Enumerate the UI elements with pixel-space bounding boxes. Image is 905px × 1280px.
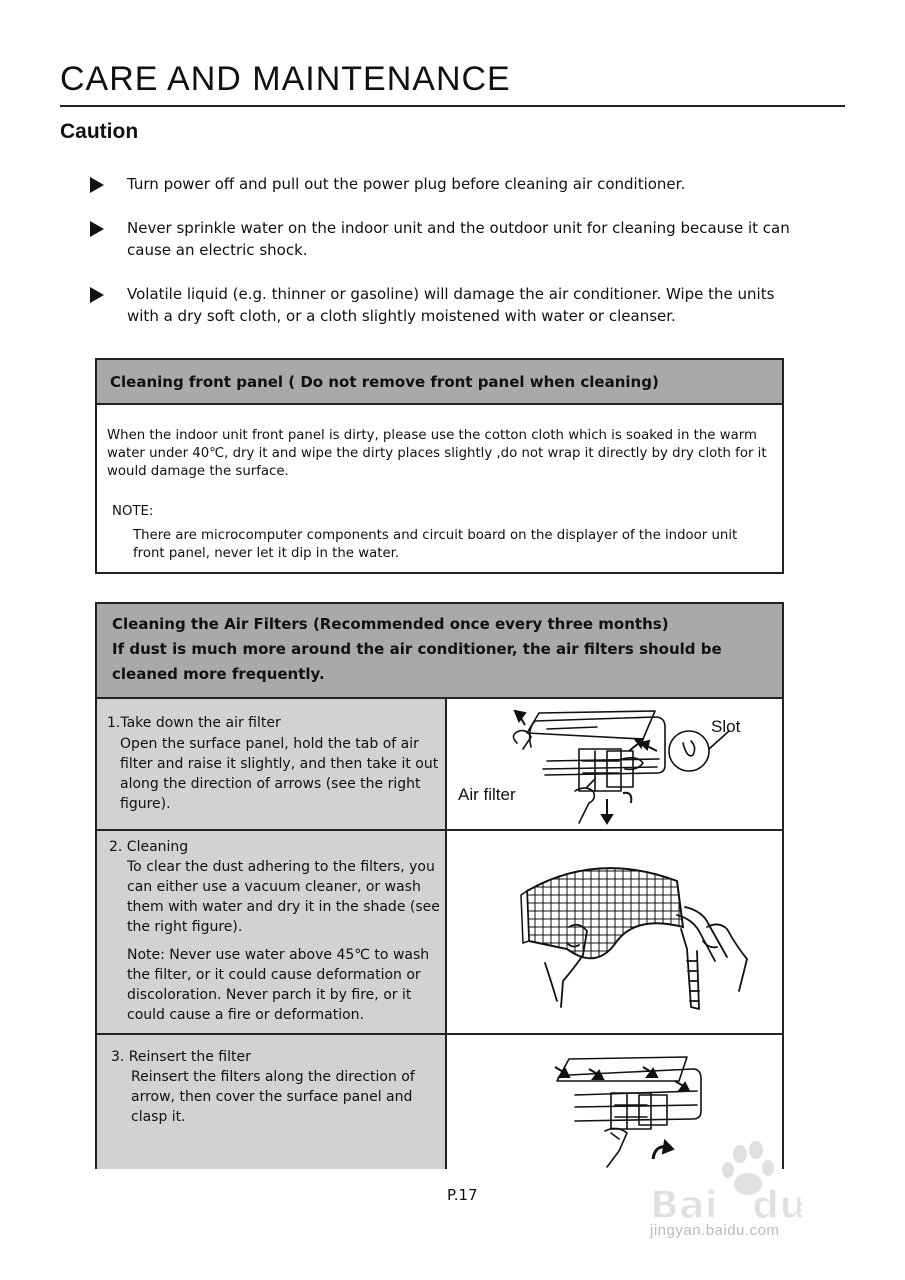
slot-label: Slot [711, 717, 741, 736]
air-filters-header-line2: If dust is much more around the air conditioner, the air filters should be cleaned more frequently. [112, 640, 722, 683]
front-panel-text: When the indoor unit front panel is dirty, please use the cotton cloth which is soaked in the warm water under 40℃, dry it and wipe the dirty places slightly ,do not wrap it directly by dry cloth for it would damage the surface. [107, 428, 767, 479]
bullet-arrow-icon [90, 221, 104, 237]
caution-item [90, 173, 790, 195]
step-figure [447, 831, 782, 1033]
air-filters-header-line1: Cleaning the Air Filters (Recommended once every three months) [112, 615, 669, 633]
step-desc: Open the surface panel, hold the tab of air filter and raise it slightly, and then take it out along the direction of arrows (see the right figure). [120, 736, 439, 812]
svg-text:经验: 经验 [800, 1191, 853, 1221]
caution-heading: Caution [60, 120, 139, 143]
vacuum-filter-illustration [447, 831, 782, 1035]
watermark-url: jingyan.baidu.com [650, 1222, 780, 1239]
caution-item [90, 283, 790, 327]
step-title: 2. Cleaning [109, 839, 189, 855]
title-divider [60, 105, 845, 107]
step-figure [447, 699, 782, 829]
note-text: There are microcomputer components and circuit board on the displayer of the indoor unit front panel, never let it dip in the water. [133, 528, 738, 561]
caution-text: Turn power off and pull out the power plug before cleaning air conditioner. [127, 175, 686, 193]
step-desc: Reinsert the filters along the direction of arrow, then cover the surface panel and clasp it. [131, 1069, 415, 1125]
air-filters-section [95, 602, 784, 1169]
svg-text:du: du [752, 1183, 807, 1227]
page-title: CARE AND MAINTENANCE [60, 60, 511, 98]
svg-text:Bai: Bai [650, 1183, 718, 1227]
bullet-arrow-icon [90, 177, 104, 193]
step-row [97, 829, 782, 1033]
caution-text: Never sprinkle water on the indoor unit and the outdoor unit for cleaning because it can cause an electric shock. [127, 219, 790, 259]
step-title: 1.Take down the air filter [107, 715, 281, 731]
step-title: 3. Reinsert the filter [111, 1049, 251, 1065]
step-note: Note: Never use water above 45℃ to wash the filter, or it could cause deformation or discoloration. Never parch it by fire, or it could cause a fire or deformation. [127, 947, 430, 1023]
step-text-cell [97, 699, 447, 829]
bullet-arrow-icon [90, 287, 104, 303]
caution-text: Volatile liquid (e.g. thinner or gasoline) will damage the air conditioner. Wipe the units with a dry soft cloth, or a cloth slightly moistened with water or cleanser. [127, 285, 775, 325]
step-desc: To clear the dust adhering to the filters, you can either use a vacuum cleaner, or wash them with water and dry it in the shade (see the right figure). [127, 859, 440, 935]
front-panel-header: Cleaning front panel ( Do not remove front panel when cleaning) [97, 360, 782, 405]
baidu-watermark-logo [640, 1140, 860, 1270]
step-text-cell [97, 831, 447, 1033]
caution-item [90, 217, 790, 261]
page-number: P.17 [447, 1186, 478, 1204]
note-label: NOTE: [112, 504, 154, 519]
front-panel-body [97, 405, 782, 563]
step-text-cell [97, 1035, 447, 1169]
front-panel-section [95, 358, 784, 574]
step-row [97, 697, 782, 829]
air-filters-header [97, 604, 782, 699]
air-filter-label: Air filter [458, 785, 516, 804]
